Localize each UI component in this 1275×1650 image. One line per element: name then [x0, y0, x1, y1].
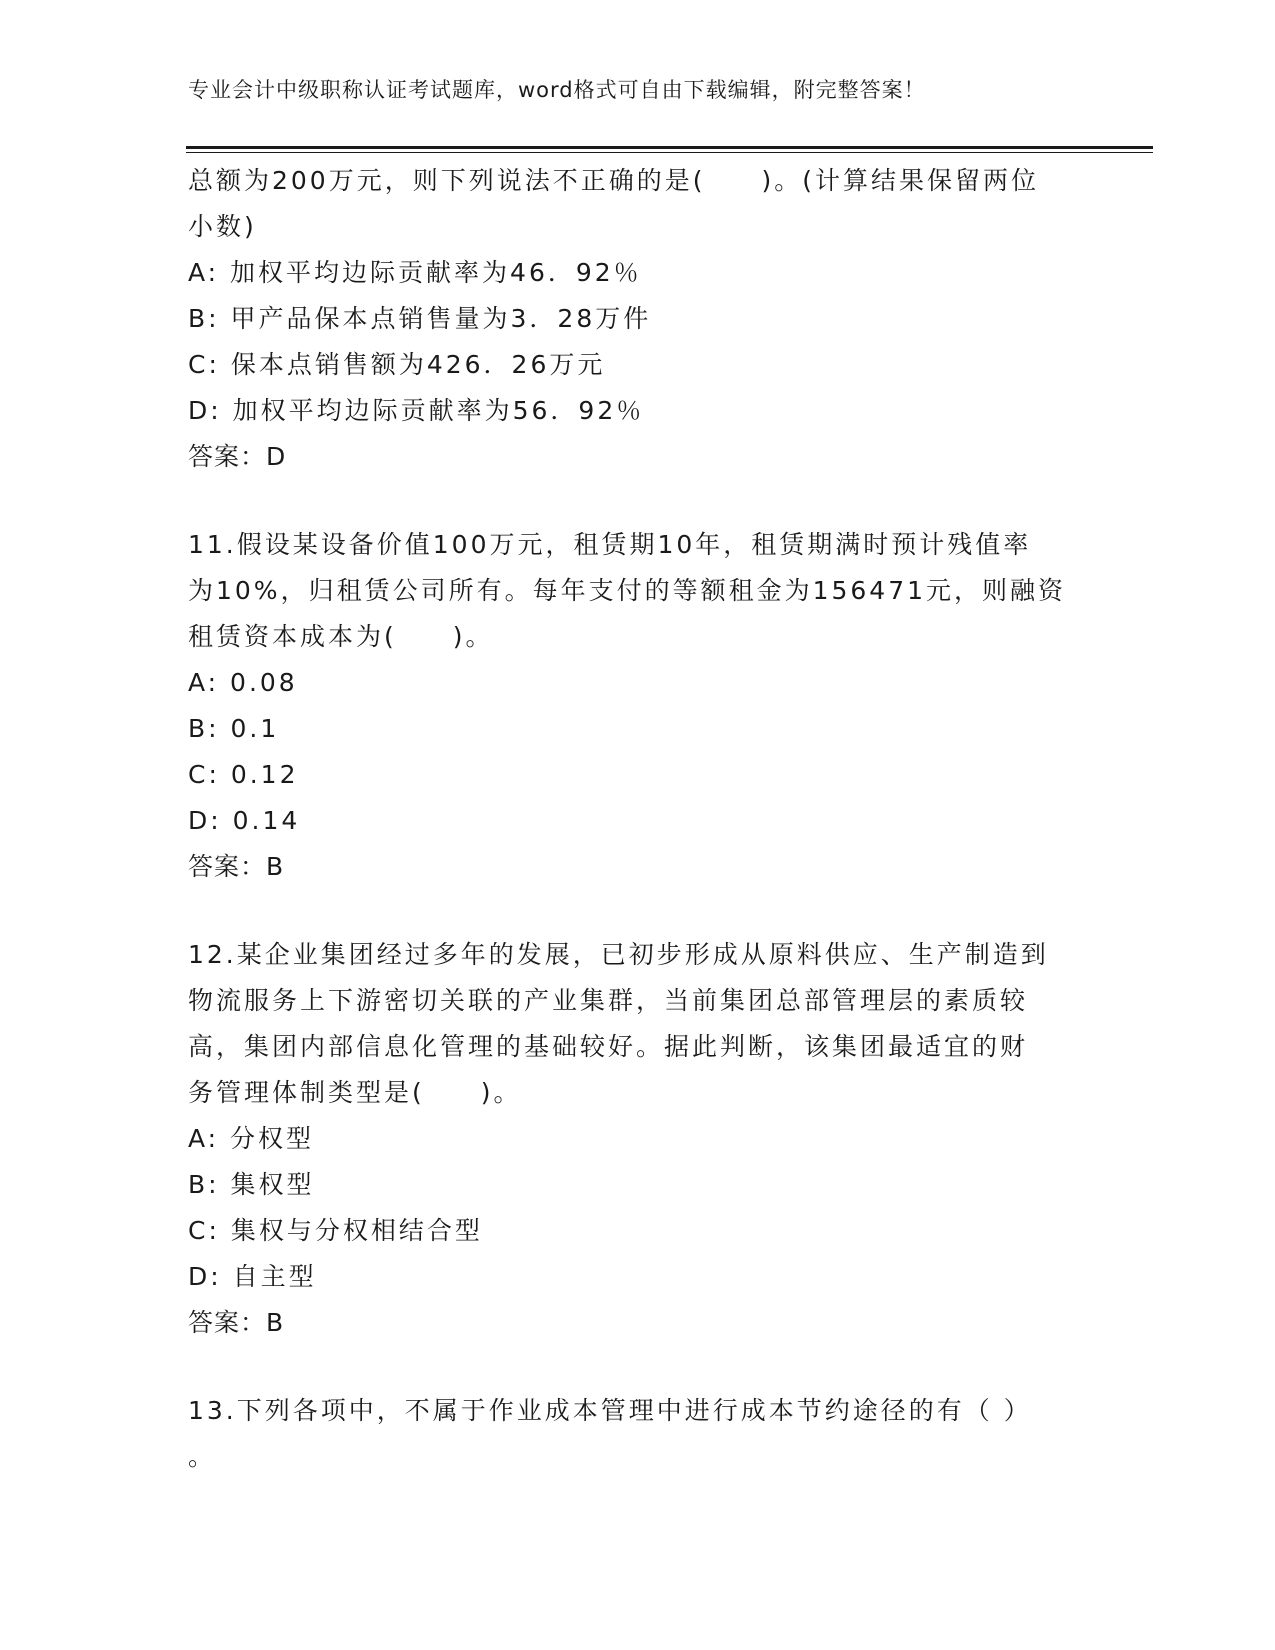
page-header: 专业会计中级职称认证考试题库，word格式可自由下载编辑，附完整答案！ [188, 78, 926, 102]
question-stem-line: 。 [188, 1442, 217, 1471]
option-b: B: 甲产品保本点销售量为3．28万件 [188, 304, 652, 333]
question-stem-line: 12.某企业集团经过多年的发展，已初步形成从原料供应、生产制造到 [188, 940, 1049, 969]
question-stem-line: 租赁资本成本为( )。 [188, 622, 494, 651]
question-block [188, 158, 1088, 480]
answer-line: 答案：B [188, 852, 285, 881]
option-c: C: 保本点销售额为426．26万元 [188, 350, 606, 379]
question-stem-line: 务管理体制类型是( )。 [188, 1078, 522, 1107]
option-d: D: 加权平均边际贡献率为56．92％ [188, 396, 645, 425]
question-list [188, 158, 1088, 1480]
option-c: C: 0.12 [188, 760, 299, 789]
option-b: B: 集权型 [188, 1170, 315, 1199]
option-d: D: 0.14 [188, 806, 301, 835]
answer-line: 答案：D [188, 442, 287, 471]
question-stem-line: 13.下列各项中，不属于作业成本管理中进行成本节约途径的有（ ） [188, 1396, 1032, 1425]
option-a: A: 加权平均边际贡献率为46．92％ [188, 258, 642, 287]
header-divider-thin [186, 152, 1153, 153]
question-spacer [188, 480, 1088, 522]
option-a: A: 分权型 [188, 1124, 315, 1153]
question-stem-line: 小数) [188, 212, 257, 241]
option-d: D: 自主型 [188, 1262, 317, 1291]
option-b: B: 0.1 [188, 714, 280, 743]
question-block [188, 1388, 1088, 1480]
answer-line: 答案：B [188, 1308, 285, 1337]
question-stem-line: 总额为200万元，则下列说法不正确的是( )。(计算结果保留两位 [188, 166, 1039, 195]
option-a: A: 0.08 [188, 668, 298, 697]
question-stem-line: 11.假设某设备价值100万元，租赁期10年，租赁期满时预计残值率 [188, 530, 1032, 559]
question-stem-line: 物流服务上下游密切关联的产业集群，当前集团总部管理层的素质较 [188, 986, 1029, 1015]
question-spacer [188, 1346, 1088, 1388]
question-block [188, 522, 1088, 890]
question-spacer [188, 890, 1088, 932]
question-block [188, 932, 1088, 1346]
question-stem-line: 为10%，归租赁公司所有。每年支付的等额租金为156471元，则融资 [188, 576, 1067, 605]
option-c: C: 集权与分权相结合型 [188, 1216, 483, 1245]
header-divider-thick [186, 146, 1153, 149]
question-stem-line: 高，集团内部信息化管理的基础较好。据此判断，该集团最适宜的财 [188, 1032, 1029, 1061]
